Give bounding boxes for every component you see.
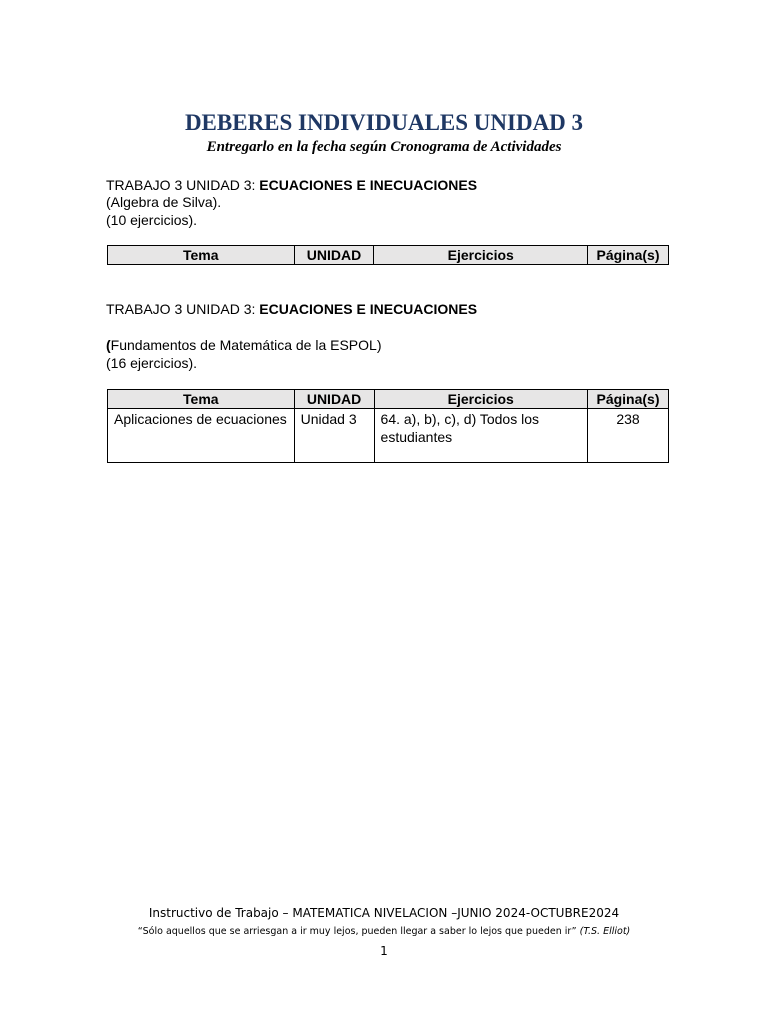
table-algebra-silva [107, 245, 669, 265]
header-ejercicios: Ejercicios [374, 246, 588, 265]
cell-paginas: 238 [587, 409, 668, 463]
footer-quote-author: (T.S. Elliot) [579, 926, 631, 937]
section1-heading-prefix: TRABAJO 3 UNIDAD 3: [106, 177, 260, 193]
header-tema: Tema [108, 390, 295, 409]
table-fundamentos-espol [107, 389, 669, 463]
section1-source: (Algebra de Silva). [106, 194, 222, 210]
footer-quote [0, 926, 768, 937]
section1-heading-topic: ECUACIONES E INECUACIONES [259, 177, 478, 193]
section1-count: (10 ejercicios). [106, 212, 198, 228]
section2-heading [106, 300, 477, 318]
page-number: 1 [380, 944, 388, 958]
footer-course-line: Instructivo de Trabajo – MATEMATICA NIVELACION –JUNIO 2024-OCTUBRE2024 [148, 906, 620, 920]
header-tema: Tema [108, 246, 295, 265]
header-paginas: Página(s) [587, 390, 668, 409]
section2-source [106, 336, 381, 354]
cell-unidad: Unidad 3 [294, 409, 374, 463]
header-paginas: Página(s) [588, 246, 669, 265]
header-unidad: UNIDAD [294, 390, 374, 409]
table-header-row [108, 246, 669, 265]
table-row [108, 409, 669, 463]
table-header-row [108, 390, 669, 409]
section2-heading-topic: ECUACIONES E INECUACIONES [259, 301, 478, 317]
section1-heading [106, 176, 477, 194]
section2-heading-prefix: TRABAJO 3 UNIDAD 3: [106, 301, 260, 317]
cell-tema: Aplicaciones de ecuaciones [108, 409, 295, 463]
section2-source-text: Fundamentos de Matemática de la ESPOL) [110, 337, 382, 353]
header-ejercicios: Ejercicios [374, 390, 587, 409]
footer-quote-text: “Sólo aquellos que se arriesgan a ir muy lejos, pueden llegar a saber lo lejos que pueden ir” [137, 926, 580, 937]
section2-count: (16 ejercicios). [106, 355, 198, 371]
cell-ejercicios: 64. a), b), c), d) Todos los estudiantes [374, 409, 587, 463]
section2-source-paren: ( [106, 337, 111, 353]
document-title: DEBERES INDIVIDUALES UNIDAD 3 [184, 110, 584, 135]
document-subtitle: Entregarlo en la fecha según Cronograma de Actividades [206, 139, 562, 155]
header-unidad: UNIDAD [294, 246, 374, 265]
